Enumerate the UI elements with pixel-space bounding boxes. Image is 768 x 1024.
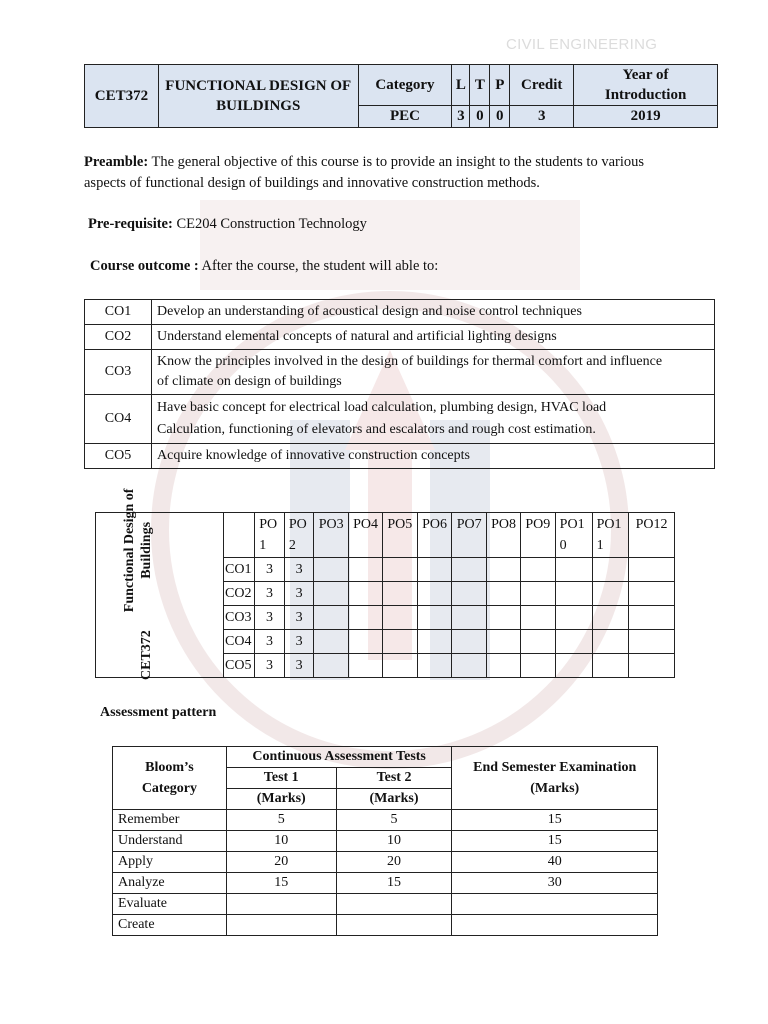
co-po-value: 3 [255, 630, 285, 654]
co-po-value [629, 606, 675, 630]
po-header [592, 513, 629, 558]
bloom-category: Analyze [113, 873, 227, 894]
course-title-text: FUNCTIONAL DESIGN OF BUILDINGS [165, 78, 352, 114]
prerequisite-text: CE204 Construction Technology [172, 216, 367, 232]
po-header-row [96, 513, 675, 558]
co-po-value [520, 654, 555, 678]
category-value: PEC [358, 106, 452, 128]
course-side-label-vertical [121, 488, 155, 680]
assessment-row [113, 873, 658, 894]
po-header-part: PO3 [318, 517, 344, 532]
co-po-row-code: CO5 [224, 654, 255, 678]
course-outcome-text: After the course, the student will able to: [198, 258, 439, 274]
co-po-value [487, 558, 521, 582]
co-row [85, 325, 715, 350]
co-po-value: 3 [284, 630, 314, 654]
co-po-value [417, 630, 452, 654]
po-header-part: PO1 [559, 517, 585, 532]
test2-marks: 15 [336, 873, 452, 894]
co-po-value [314, 558, 349, 582]
t-value: 0 [470, 106, 490, 128]
prerequisite-label: Pre-requisite: [88, 216, 173, 232]
co-code: CO4 [85, 395, 152, 444]
co-description [152, 300, 715, 325]
blooms-label-line2: Category [141, 781, 198, 796]
course-side-label [96, 488, 224, 680]
po-header-part: PO [288, 517, 307, 532]
co-description [152, 444, 715, 469]
po-header [487, 513, 521, 558]
co-description [152, 395, 715, 444]
assessment-pattern-table [112, 746, 658, 936]
co-po-value [487, 582, 521, 606]
po-header [284, 513, 314, 558]
test2-marks [336, 915, 452, 936]
ese-marks: 15 [452, 810, 658, 831]
credit-value: 3 [510, 106, 574, 128]
year-value: 2019 [574, 106, 718, 128]
preamble-label: Preamble: [84, 154, 149, 170]
co-po-value: 3 [284, 606, 314, 630]
po-header-part: PO12 [635, 517, 668, 532]
ese-marks [452, 894, 658, 915]
po-header [255, 513, 285, 558]
test2-marks [336, 894, 452, 915]
co-po-value [520, 582, 555, 606]
co-description-line: Understand elemental concepts of natural and artificial lighting designs [157, 329, 557, 344]
po-header-part: PO1 [596, 517, 622, 532]
test1-marks [226, 894, 336, 915]
preamble-text-1: The general objective of this course is to provide an insight to the students to various [148, 154, 645, 170]
test1-header: Test 1 [226, 768, 336, 789]
assessment-row [113, 894, 658, 915]
test1-marks: 10 [226, 831, 336, 852]
ese-label-line1: End Semester Examination [473, 760, 637, 775]
co-po-value [382, 654, 417, 678]
co-po-value [487, 606, 521, 630]
co-po-value [349, 606, 383, 630]
course-title [158, 65, 358, 128]
year-label [574, 65, 718, 106]
po-header-part: 1 [596, 538, 604, 553]
po-header-part: PO [259, 517, 278, 532]
co-po-value: 3 [255, 558, 285, 582]
course-header-table [84, 64, 718, 128]
co-row [85, 300, 715, 325]
ese-header [452, 747, 658, 810]
ese-marks: 30 [452, 873, 658, 894]
co-po-value [629, 654, 675, 678]
po-corner-cell [224, 513, 255, 558]
po-header [452, 513, 487, 558]
co-code: CO2 [85, 325, 152, 350]
co-po-value [314, 654, 349, 678]
t-label: T [470, 65, 490, 106]
co-po-value: 3 [284, 558, 314, 582]
category-label: Category [358, 65, 452, 106]
blooms-category-header [113, 747, 227, 810]
po-header [629, 513, 675, 558]
blooms-label-line1: Bloom’s [145, 760, 194, 775]
l-value: 3 [452, 106, 470, 128]
co-po-mapping-table [95, 488, 675, 680]
assessment-row [113, 810, 658, 831]
year-label-line1: Year of [622, 67, 669, 83]
l-label: L [452, 65, 470, 106]
po-header-part: 2 [288, 538, 296, 553]
co-po-row-code: CO2 [224, 582, 255, 606]
test2-marks: 10 [336, 831, 452, 852]
co-description [152, 325, 715, 350]
co-po-value [520, 558, 555, 582]
co-description-line: Acquire knowledge of innovative construction concepts [157, 448, 470, 463]
course-code: CET372 [85, 65, 159, 128]
po-header-part: PO6 [422, 517, 447, 532]
assessment-row [113, 915, 658, 936]
co-po-value [592, 582, 629, 606]
co-po-value [520, 630, 555, 654]
co-po-value [349, 582, 383, 606]
co-po-value [349, 654, 383, 678]
ese-label-line2: (Marks) [530, 781, 580, 796]
po-header [417, 513, 452, 558]
co-code: CO1 [85, 300, 152, 325]
cat-header: Continuous Assessment Tests [226, 747, 452, 768]
co-po-value [417, 582, 452, 606]
co-po-value [555, 606, 592, 630]
ese-marks [452, 915, 658, 936]
po-header [520, 513, 555, 558]
co-description [152, 350, 715, 395]
co-po-value [382, 630, 417, 654]
co-po-value [382, 558, 417, 582]
assessment-row [113, 831, 658, 852]
test2-marks: 20 [336, 852, 452, 873]
co-po-value [629, 558, 675, 582]
course-outcome-label: Course outcome : [90, 258, 199, 274]
bloom-category: Apply [113, 852, 227, 873]
po-header-part: 0 [559, 538, 567, 553]
p-value: 0 [490, 106, 510, 128]
credit-label: Credit [510, 65, 574, 106]
co-code: CO5 [85, 444, 152, 469]
course-side-code: CET372 [139, 630, 154, 680]
po-header-part: PO7 [456, 517, 482, 532]
co-po-value [314, 582, 349, 606]
prerequisite [88, 214, 367, 235]
po-header-part: 1 [259, 538, 267, 553]
test1-marks-header: (Marks) [226, 789, 336, 810]
co-description-line: Develop an understanding of acoustical design and noise control techniques [157, 304, 582, 319]
test1-marks: 20 [226, 852, 336, 873]
po-header [555, 513, 592, 558]
bloom-category: Create [113, 915, 227, 936]
co-row [85, 444, 715, 469]
co-po-value [452, 630, 487, 654]
co-po-row-code: CO3 [224, 606, 255, 630]
co-po-value [349, 558, 383, 582]
co-po-value [382, 606, 417, 630]
test1-marks: 15 [226, 873, 336, 894]
bloom-category: Understand [113, 831, 227, 852]
co-po-value [452, 582, 487, 606]
co-po-value: 3 [255, 582, 285, 606]
co-po-value [417, 558, 452, 582]
co-po-value [487, 630, 521, 654]
assessment-pattern-title: Assessment pattern [100, 705, 217, 720]
test2-marks: 5 [336, 810, 452, 831]
co-po-row-code: CO1 [224, 558, 255, 582]
co-po-value [417, 606, 452, 630]
co-po-row-code: CO4 [224, 630, 255, 654]
year-label-line2: Introduction [604, 87, 687, 103]
course-side-name [121, 489, 155, 613]
co-po-value: 3 [255, 654, 285, 678]
co-code: CO3 [85, 350, 152, 395]
co-po-value: 3 [284, 654, 314, 678]
po-header-part: PO8 [491, 517, 516, 532]
co-po-value [592, 558, 629, 582]
co-description-line: Know the principles involved in the design of buildings for thermal comfort and influence [157, 354, 663, 369]
course-side-name-line2: Buildings [139, 521, 154, 579]
co-po-value: 3 [255, 606, 285, 630]
co-po-value [629, 630, 675, 654]
preamble-text-2: aspects of functional design of buildings and innovative construction methods. [84, 175, 540, 191]
course-outcome-intro [90, 256, 438, 277]
test1-marks [226, 915, 336, 936]
p-label: P [490, 65, 510, 106]
preamble [84, 152, 644, 194]
co-po-value: 3 [284, 582, 314, 606]
po-header-part: PO5 [387, 517, 413, 532]
co-po-value [349, 630, 383, 654]
ese-marks: 40 [452, 852, 658, 873]
co-po-value [452, 654, 487, 678]
co-po-value [314, 630, 349, 654]
co-po-value [487, 654, 521, 678]
bloom-category: Remember [113, 810, 227, 831]
co-po-value [592, 630, 629, 654]
co-row [85, 395, 715, 444]
po-header [314, 513, 349, 558]
test1-marks: 5 [226, 810, 336, 831]
department-header: CIVIL ENGINEERING [506, 36, 658, 53]
co-po-value [555, 630, 592, 654]
co-po-value [555, 654, 592, 678]
course-side-name-line1: Functional Design of [122, 488, 137, 613]
co-description-line: Calculation, functioning of elevators and escalators and rough cost estimation. [157, 422, 596, 437]
co-po-value [314, 606, 349, 630]
po-header [382, 513, 417, 558]
co-po-value [417, 654, 452, 678]
co-po-value [452, 558, 487, 582]
course-outcomes-table [84, 299, 715, 469]
co-description-line: of climate on design of buildings [157, 374, 342, 389]
co-po-value [555, 558, 592, 582]
co-row [85, 350, 715, 395]
co-po-value [592, 606, 629, 630]
co-po-value [452, 606, 487, 630]
co-po-value [592, 654, 629, 678]
assessment-row [113, 852, 658, 873]
co-description-line: Have basic concept for electrical load calculation, plumbing design, HVAC load [157, 400, 607, 415]
co-po-value [555, 582, 592, 606]
po-header [349, 513, 383, 558]
co-po-value [382, 582, 417, 606]
test2-header: Test 2 [336, 768, 452, 789]
po-header-part: PO4 [353, 517, 378, 532]
ese-marks: 15 [452, 831, 658, 852]
co-po-value [629, 582, 675, 606]
co-po-value [520, 606, 555, 630]
po-header-part: PO9 [525, 517, 551, 532]
test2-marks-header: (Marks) [336, 789, 452, 810]
bloom-category: Evaluate [113, 894, 227, 915]
